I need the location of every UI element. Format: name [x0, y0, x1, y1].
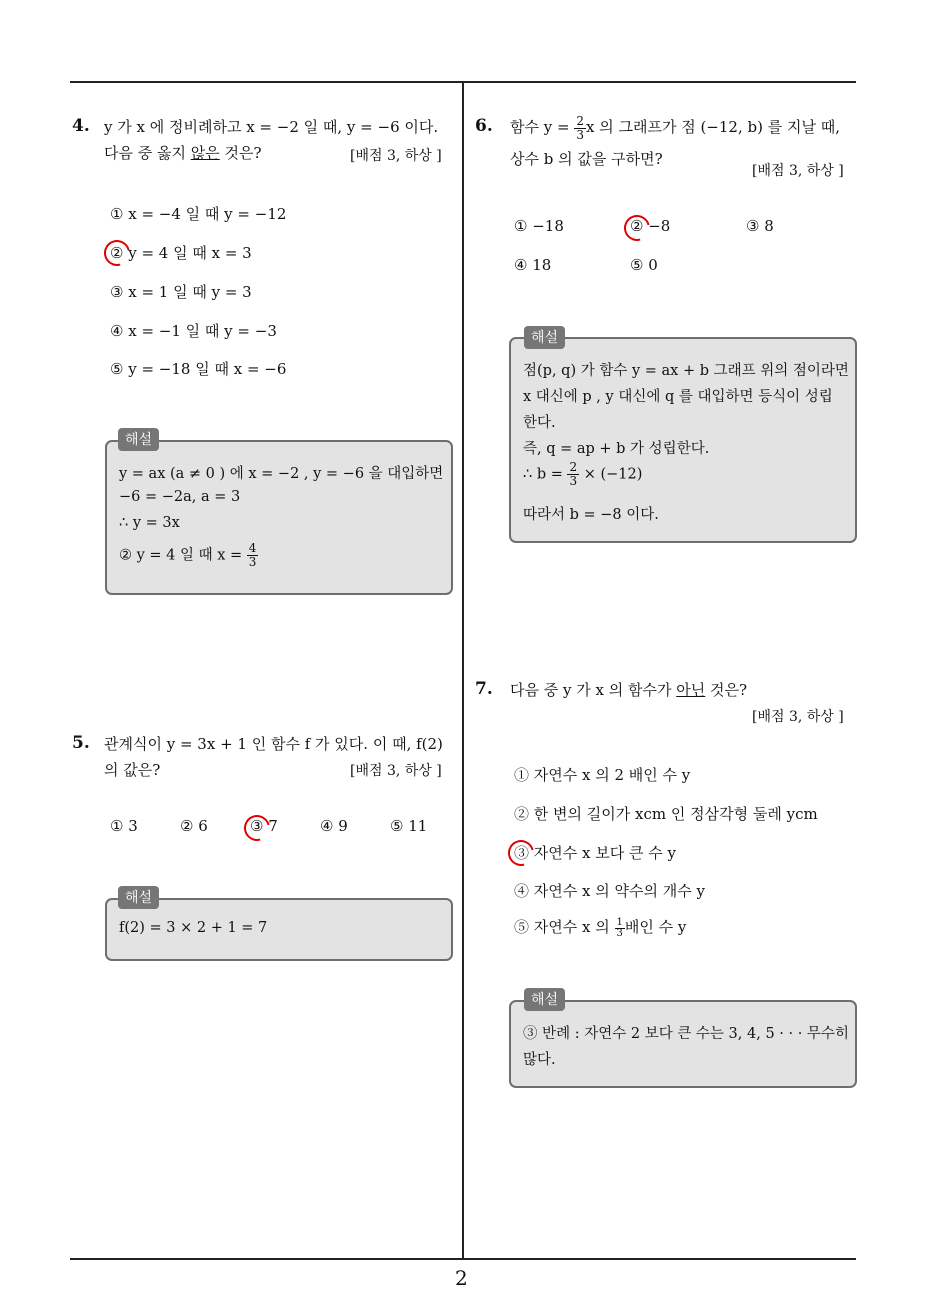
q5-choice-4[interactable]: ④ 9 — [320, 817, 348, 835]
q5-solution-line1: f(2) = 3 × 2 + 1 = 7 — [119, 920, 268, 936]
question-4-line1: y 가 x 에 정비례하고 x = −2 일 때, y = −6 이다. — [104, 118, 439, 136]
question-5-number: 5. — [72, 733, 90, 753]
q4-choice-1[interactable]: ① x = −4 일 때 y = −12 — [110, 205, 287, 223]
q6-choice-3[interactable]: ③ 8 — [746, 217, 774, 235]
answer-mark-circle — [99, 235, 135, 271]
fraction: $\frac{2}{3}$ — [576, 113, 584, 142]
q4-choice-4[interactable]: ④ x = −1 일 때 y = −3 — [110, 322, 277, 340]
question-6-meta: [배점 3, 하상 ] — [752, 163, 844, 179]
q7-solution-box — [509, 1000, 857, 1088]
question-7-meta: [배점 3, 하상 ] — [752, 709, 844, 725]
q4-choice-5[interactable]: ⑤ y = −18 일 때 x = −6 — [110, 360, 287, 378]
question-7-number: 7. — [475, 679, 493, 699]
emphasis-not: 않은 — [190, 144, 220, 162]
q4-solution-line1: y = ax (a ≠ 0 ) 에 x = −2 , y = −6 을 대입하면 — [119, 466, 444, 482]
q6-choice-1[interactable]: ① −18 — [514, 217, 564, 235]
q4-solution-line4: ② y = 4 일 때 x = $\frac{4}{3}$ — [119, 541, 257, 569]
q4-choice-3[interactable]: ③ x = 1 일 때 y = 3 — [110, 283, 252, 301]
q6-solution-line6: 따라서 b = −8 이다. — [523, 507, 659, 523]
q4-solution-tag: 해설 — [118, 428, 159, 451]
question-4-line2: 다음 중 옳지 않은 것은? — [104, 144, 262, 162]
question-5-line1: 관계식이 y = 3x + 1 인 함수 f 가 있다. 이 때, f(2) — [104, 735, 443, 753]
q4-solution-line3: ∴ y = 3x — [119, 515, 180, 531]
q4-choice-2[interactable]: ② y = 4 일 때 x = 3 — [110, 244, 252, 262]
question-6-line2: 상수 b 의 값을 구하면? — [510, 149, 663, 168]
q7-solution-line1: ③ 반례 : 자연수 2 보다 큰 수는 3, 4, 5 · · · 무수히 — [523, 1026, 849, 1042]
q5-choice-3[interactable]: ③ 7 — [250, 817, 278, 835]
q6-solution-tag: 해설 — [524, 326, 565, 349]
q4-solution-box — [105, 440, 453, 595]
q5-solution-tag: 해설 — [118, 886, 159, 909]
q6-choice-5[interactable]: ⑤ 0 — [630, 256, 658, 274]
q7-choice-5[interactable]: ⑤ 자연수 x 의 $\frac{1}{3}$ 배인 수 y — [514, 916, 687, 939]
question-4-meta: [배점 3, 하상 ] — [350, 148, 442, 164]
q7-choice-2[interactable]: ② 한 변의 길이가 xcm 인 정삼각형 둘레 ycm — [514, 805, 818, 823]
answer-mark-circle — [503, 835, 539, 871]
answer-mark-circle — [239, 810, 275, 846]
bottom-rule — [70, 1258, 856, 1260]
q5-choice-2[interactable]: ② 6 — [180, 817, 208, 835]
question-7-text — [510, 677, 860, 703]
emphasis-not: 아닌 — [676, 681, 706, 699]
q6-choice-4[interactable]: ④ 18 — [514, 256, 552, 274]
question-7-line1: 다음 중 y 가 x 의 함수가 아닌 것은? — [510, 681, 748, 699]
column-divider — [462, 82, 464, 1260]
q6-solution-line3: 한다. — [523, 415, 556, 431]
q7-solution-tag: 해설 — [524, 988, 565, 1011]
q5-choice-1[interactable]: ① 3 — [110, 817, 138, 835]
q6-solution-line5: ∴ b = $\frac{2}{3}$ × (−12) — [523, 460, 643, 488]
q4-solution-line2: −6 = −2a, a = 3 — [119, 489, 241, 505]
question-5-line2: 의 값은? — [104, 761, 161, 779]
q6-solution-line1: 점(p, q) 가 함수 y = ax + b 그래프 위의 점이라면 — [523, 363, 849, 379]
q6-solution-line4: 즉, q = ap + b 가 성립한다. — [523, 441, 710, 457]
q7-solution-line2: 많다. — [523, 1052, 556, 1068]
fraction: $\frac{4}{3}$ — [248, 541, 257, 569]
question-4-number: 4. — [72, 116, 90, 136]
q5-choice-5[interactable]: ⑤ 11 — [390, 817, 428, 835]
q7-choice-4[interactable]: ④ 자연수 x 의 약수의 개수 y — [514, 882, 705, 900]
q7-choice-1[interactable]: ① 자연수 x 의 2 배인 수 y — [514, 766, 691, 784]
q6-choice-2[interactable]: ② −8 — [630, 217, 671, 235]
page-number: 2 — [455, 1266, 468, 1290]
question-6-number: 6. — [475, 116, 493, 136]
question-6-line1: 함수 y = $\frac{2}{3}$ x 의 그래프가 점 (−12, b) 를 지날 때, — [510, 113, 840, 142]
q7-choice-3[interactable]: ③ 자연수 x 보다 큰 수 y — [514, 844, 676, 862]
question-5-meta: [배점 3, 하상 ] — [350, 763, 442, 779]
fraction: $\frac{1}{3}$ — [616, 916, 623, 939]
q6-solution-box — [509, 337, 857, 543]
fraction: $\frac{2}{3}$ — [569, 460, 578, 488]
q6-solution-line2: x 대신에 p , y 대신에 q 를 대입하면 등식이 성립 — [523, 389, 833, 405]
answer-mark-circle — [619, 210, 655, 246]
